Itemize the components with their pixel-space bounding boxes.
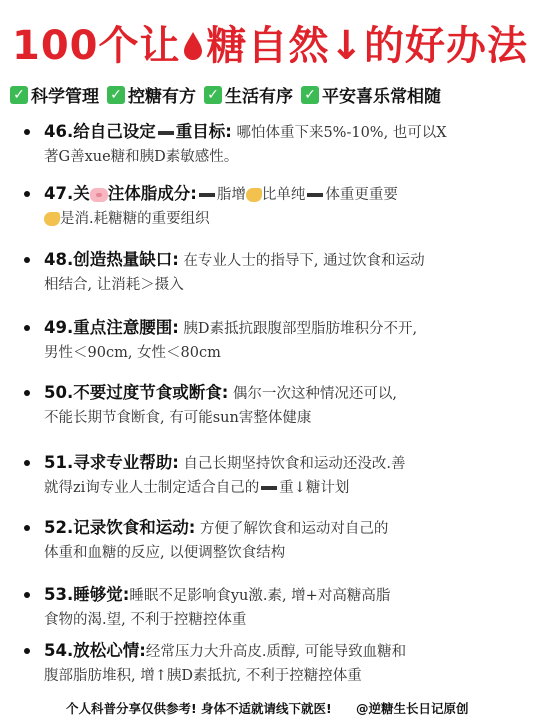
disclaimer-text: 个人科普分享仅供参考! 身体不适就请线下就医! [66,701,332,716]
bullet-icon [24,648,30,654]
blood-drop-icon [182,31,204,61]
minus-icon [199,193,215,197]
bullet-icon [24,191,30,197]
muscle-icon [246,188,262,202]
pig-icon [90,188,108,202]
page-title [0,14,540,71]
bullet-icon [24,129,30,135]
tag-item: ✓ 控糖有方 [107,82,196,107]
bullet-icon [24,390,30,396]
check-icon: ✓ [10,86,28,104]
tag-row [10,82,535,107]
minus-icon [158,131,174,135]
list-item: 51.寻求专业帮助: 自己长期坚持饮食和运动还没改.善 就得zi询专业人士制定适合自己的 重↓糖计划 [24,451,530,500]
check-icon: ✓ [204,86,222,104]
list-item: 54.放松心情:经常压力大升高皮.质醇, 可能导致血糖和 腹部脂肪堆积, 增↑胰D素抵抗, 不利于控糖控体重 [24,639,530,688]
minus-icon [307,193,323,197]
bullet-icon [24,460,30,466]
list-item: 47.关 注体脂成分: 脂增 比单纯 体重更重要 是消.耗糖糖的重要组织 [24,182,530,231]
bullet-icon [24,325,30,331]
bullet-icon [24,525,30,531]
list-item: 49.重点注意腰围: 胰D素抵抗跟腹部型脂肪堆积分不开, 男性＜90cm, 女性＜80cm [24,316,530,365]
bullet-icon [24,592,30,598]
list-item: 48.创造热量缺口: 在专业人士的指导下, 通过饮食和运动 相结合, 让消耗＞摄入 [24,248,530,297]
author-credit: @逆糖生长日记原创 [356,701,469,716]
check-icon: ✓ [301,86,319,104]
bullet-icon [24,257,30,263]
list-item: 52.记录饮食和运动: 方便了解饮食和运动对自己的 体重和血糖的反应, 以便调整饮食结构 [24,516,530,565]
tag-item: ✓ 平安喜乐常相随 [301,82,441,107]
tag-item: ✓ 生活有序 [204,82,293,107]
list-item: 46.给自己设定 重目标: 哪怕体重下来5%-10%, 也可以X 著G善xue糖和胰D素敏感性。 [24,120,530,169]
list-item: 53.睡够觉:睡眠不足影响食yu激.素, 增+对高糖高脂 食物的渴.望, 不利于控糖控体重 [24,583,530,632]
tag-item: ✓ 科学管理 [10,82,99,107]
title-part2: 糖自然↓的好办法 [206,23,528,69]
title-part1: 100个让 [11,23,181,69]
list-item: 50.不要过度节食或断食: 偶尔一次这种情况还可以, 不能长期节食断食, 有可能sun害整体健康 [24,381,530,430]
minus-icon [261,486,277,490]
muscle-icon [44,212,60,226]
check-icon: ✓ [107,86,125,104]
